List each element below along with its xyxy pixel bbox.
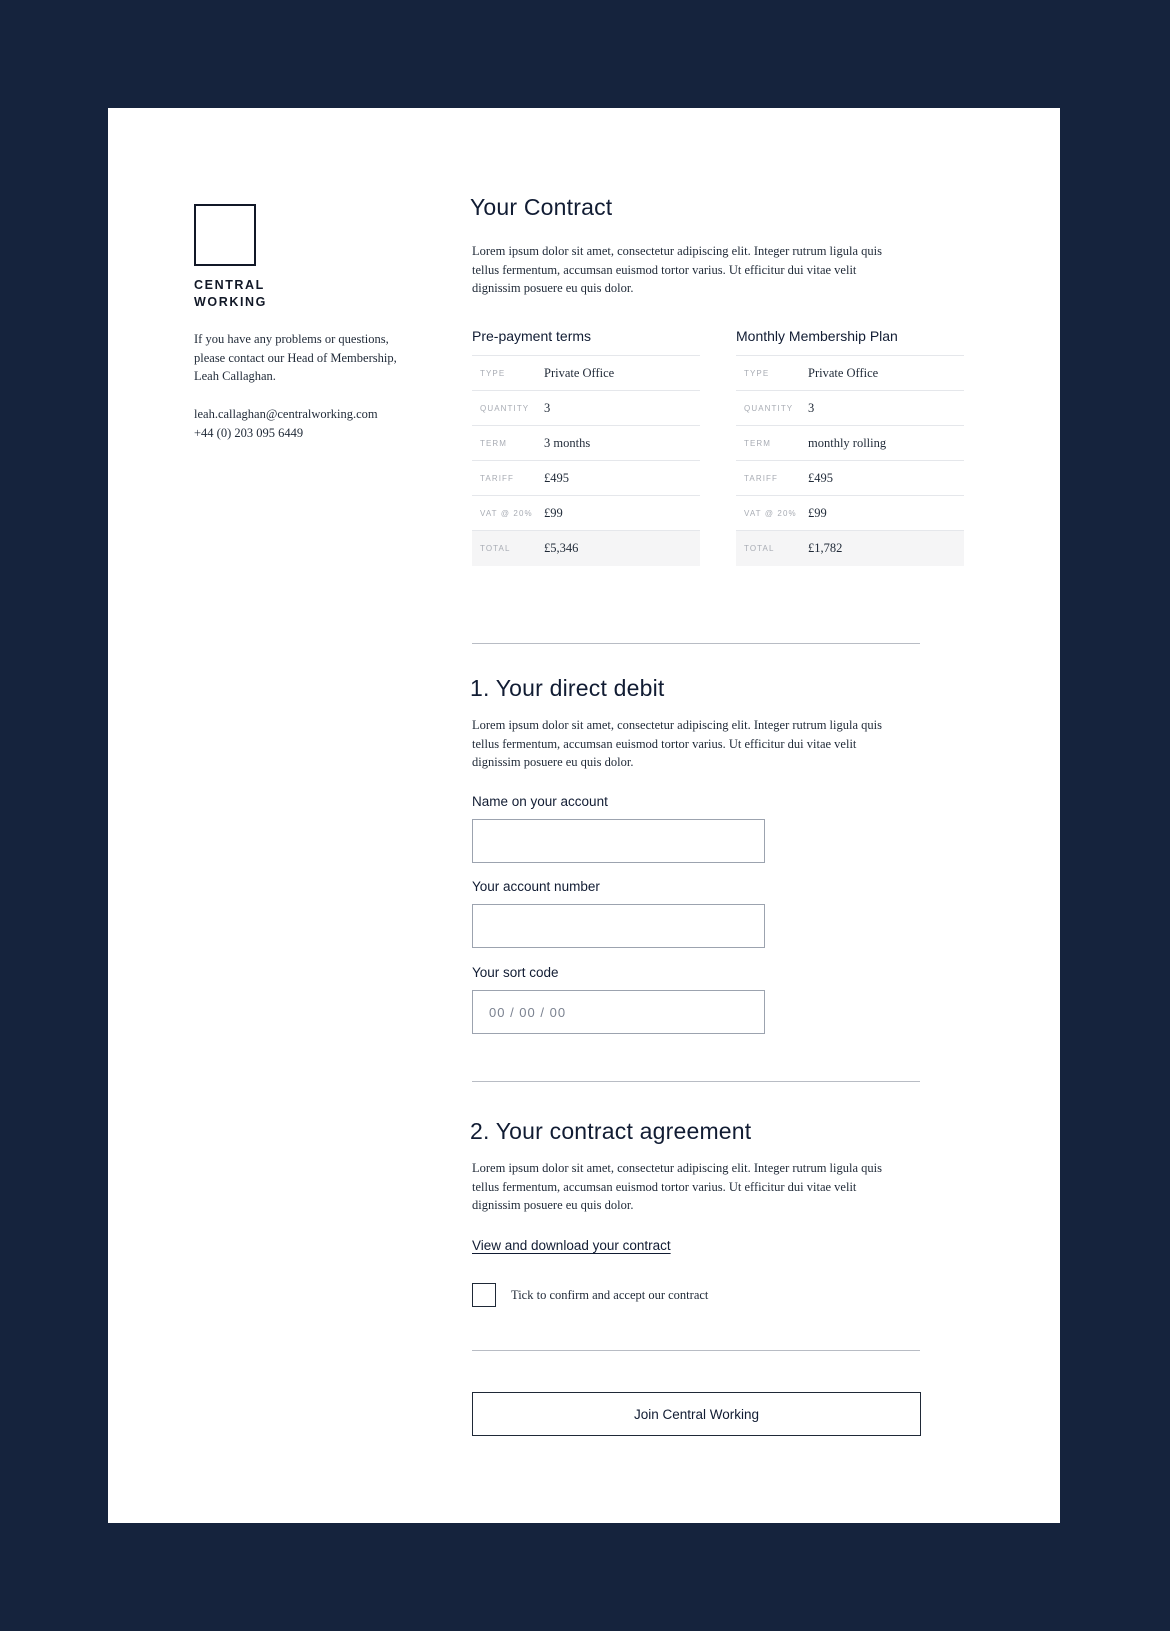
row-key: QUANTITY bbox=[744, 403, 794, 413]
row-value: Private Office bbox=[544, 365, 615, 380]
row-value: £495 bbox=[544, 470, 569, 485]
help-text: If you have any problems or questions, please contact our Head of Membership, Leah Callaghan. bbox=[194, 332, 397, 383]
row-value: 3 months bbox=[544, 435, 591, 450]
contract-card bbox=[108, 108, 1060, 1523]
contact-phone[interactable]: +44 (0) 203 095 6449 bbox=[194, 425, 304, 440]
row-key: TYPE bbox=[744, 368, 770, 378]
agreement-lead: Lorem ipsum dolor sit amet, consectetur adipiscing elit. Integer rutrum ligula quis tellus fermentum, accumsan euismod tortor varius. Ut efficitur dui vitae velit dignissim posuere eu quis dolor. bbox=[472, 1161, 882, 1212]
table-row bbox=[736, 426, 964, 461]
table-row bbox=[472, 461, 700, 496]
row-key: TARIFF bbox=[480, 473, 515, 483]
prepayment-table bbox=[472, 326, 700, 566]
table-row bbox=[472, 496, 700, 531]
page-title: Your Contract bbox=[470, 194, 613, 220]
table-row-total bbox=[736, 531, 964, 566]
row-value: £1,782 bbox=[808, 541, 843, 555]
table-row bbox=[472, 356, 700, 391]
row-key: VAT @ 20% bbox=[744, 508, 797, 518]
row-key: TOTAL bbox=[480, 544, 511, 553]
row-key: TERM bbox=[480, 438, 508, 448]
table-row bbox=[736, 391, 964, 426]
agreement-heading: 2. Your contract agreement bbox=[470, 1118, 752, 1144]
table-row bbox=[472, 391, 700, 426]
contract-lead: Lorem ipsum dolor sit amet, consectetur adipiscing elit. Integer rutrum ligula quis tellus fermentum, accumsan euismod tortor varius. Ut efficitur dui vitae velit dignissim posuere eu quis dolor. bbox=[472, 244, 882, 295]
row-key: VAT @ 20% bbox=[480, 508, 533, 518]
account-number-label: Your account number bbox=[472, 879, 600, 894]
row-value: 3 bbox=[808, 400, 815, 415]
table-row bbox=[472, 426, 700, 461]
account-number-input[interactable] bbox=[472, 904, 765, 948]
join-button[interactable]: Join Central Working bbox=[472, 1392, 921, 1436]
row-value: £495 bbox=[808, 470, 833, 485]
section-divider bbox=[472, 1081, 920, 1082]
account-name-input[interactable] bbox=[472, 819, 765, 863]
sort-code-input[interactable] bbox=[472, 990, 765, 1034]
monthly-table bbox=[736, 326, 964, 566]
row-key: TERM bbox=[744, 438, 772, 448]
table-row bbox=[736, 356, 964, 391]
row-value: Private Office bbox=[808, 365, 879, 380]
logo-line-1: CENTRAL bbox=[194, 278, 265, 292]
table-row-total bbox=[472, 531, 700, 566]
logo-line-2: WORKING bbox=[194, 295, 267, 309]
direct-debit-heading: 1. Your direct debit bbox=[470, 675, 665, 701]
prepayment-title: Pre-payment terms bbox=[472, 326, 700, 356]
row-key: QUANTITY bbox=[480, 403, 530, 413]
section-divider bbox=[472, 1350, 920, 1351]
account-name-label: Name on your account bbox=[472, 794, 608, 809]
contact-details bbox=[194, 405, 378, 442]
row-value: £5,346 bbox=[544, 541, 579, 555]
download-contract-link[interactable]: View and download your contract bbox=[472, 1238, 671, 1253]
logo-square-icon bbox=[194, 204, 256, 266]
row-key: TOTAL bbox=[744, 544, 775, 553]
direct-debit-lead: Lorem ipsum dolor sit amet, consectetur adipiscing elit. Integer rutrum ligula quis tellus fermentum, accumsan euismod tortor varius. Ut efficitur dui vitae velit dignissim posuere eu quis dolor. bbox=[472, 718, 882, 769]
row-value: 3 bbox=[544, 400, 551, 415]
accept-contract-label: Tick to confirm and accept our contract bbox=[511, 1288, 709, 1302]
table-row bbox=[736, 496, 964, 531]
row-key: TYPE bbox=[480, 368, 506, 378]
logo-wordmark bbox=[194, 277, 267, 311]
row-value: £99 bbox=[544, 505, 563, 520]
row-value: monthly rolling bbox=[808, 435, 887, 450]
contact-email[interactable]: leah.callaghan@centralworking.com bbox=[194, 407, 378, 421]
accept-contract-checkbox[interactable] bbox=[472, 1283, 496, 1307]
row-value: £99 bbox=[808, 505, 827, 520]
sort-code-label: Your sort code bbox=[472, 965, 559, 980]
section-divider bbox=[472, 643, 920, 644]
monthly-title: Monthly Membership Plan bbox=[736, 326, 964, 356]
row-key: TARIFF bbox=[744, 473, 779, 483]
table-row bbox=[736, 461, 964, 496]
